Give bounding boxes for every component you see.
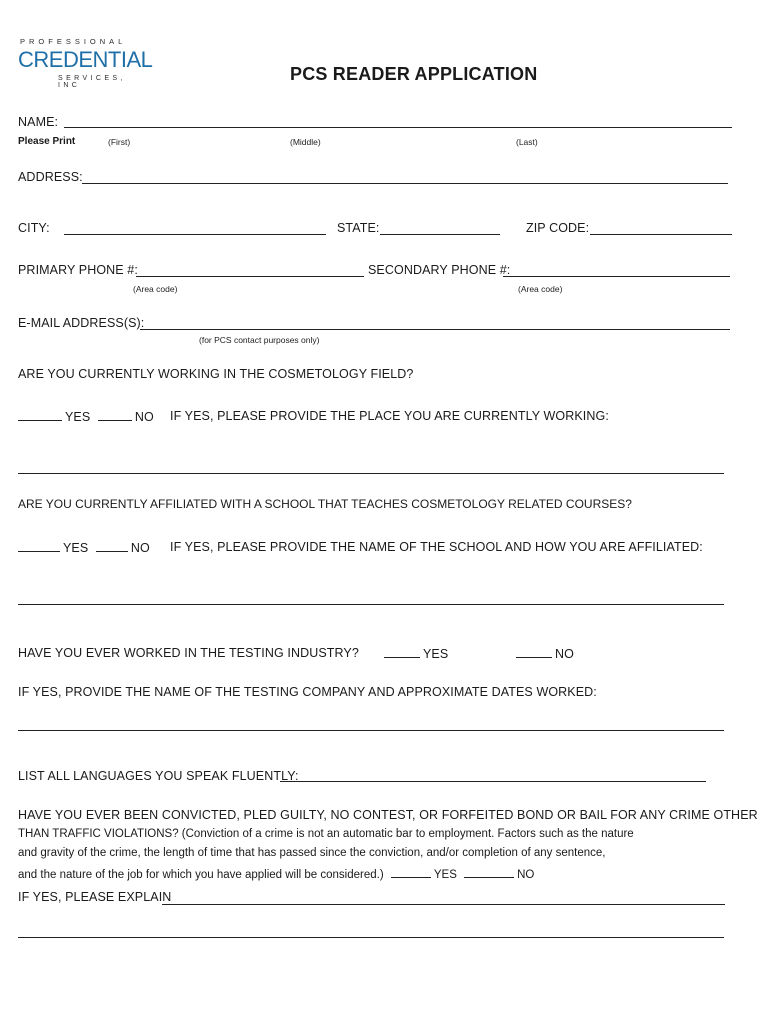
secondary-phone-hint: (Area code) xyxy=(518,284,563,294)
address-field[interactable] xyxy=(82,183,728,184)
q2-answers xyxy=(18,540,150,555)
q4-line4: and the nature of the job for which you have applied will be considered.) xyxy=(18,869,384,881)
q4-line1: HAVE YOU EVER BEEN CONVICTED, PLED GUILTY, NO CONTEST, OR FORFEITED BOND OR BAIL FOR ANY CRIME OTHER xyxy=(18,808,758,822)
languages-label: LIST ALL LANGUAGES YOU SPEAK FLUENTLY: xyxy=(18,769,299,783)
q4-yes-label: YES xyxy=(433,869,457,881)
q2-question: ARE YOU CURRENTLY AFFILIATED WITH A SCHOOL THAT TEACHES COSMETOLOGY RELATED COURSES? xyxy=(18,497,632,511)
page-title: PCS READER APPLICATION xyxy=(290,64,538,84)
secondary-phone-field[interactable] xyxy=(503,276,730,277)
secondary-phone-label: SECONDARY PHONE #: xyxy=(368,263,511,277)
q4-no-blank[interactable] xyxy=(464,866,514,878)
q4-yes-blank[interactable] xyxy=(391,866,431,878)
q1-followup: IF YES, PLEASE PROVIDE THE PLACE YOU ARE CURRENTLY WORKING: xyxy=(170,409,609,423)
address-label: ADDRESS: xyxy=(18,170,83,184)
q2-followup: IF YES, PLEASE PROVIDE THE NAME OF THE SCHOOL AND HOW YOU ARE AFFILIATED: xyxy=(170,540,703,554)
q3-answer-line[interactable] xyxy=(18,730,724,731)
q1-question: ARE YOU CURRENTLY WORKING IN THE COSMETOLOGY FIELD? xyxy=(18,367,414,381)
q3-yes-label: YES xyxy=(423,647,449,661)
q4-explain-field[interactable] xyxy=(162,904,725,905)
logo-top-text: PROFESSIONAL xyxy=(20,37,127,46)
name-middle-hint: (Middle) xyxy=(290,137,321,147)
q1-answer-line[interactable] xyxy=(18,473,724,474)
primary-phone-hint: (Area code) xyxy=(133,284,178,294)
q1-yes-label: YES xyxy=(65,410,91,424)
state-field[interactable] xyxy=(380,234,500,235)
q4-line3: and gravity of the crime, the length of time that has passed since the conviction, and/or completion of any sentence, xyxy=(18,847,606,859)
logo-main-text: CREDENTIAL xyxy=(18,47,153,72)
q2-yes-label: YES xyxy=(63,541,89,555)
primary-phone-field[interactable] xyxy=(136,276,364,277)
q1-yes-blank[interactable] xyxy=(18,409,62,421)
q3-yes xyxy=(384,646,448,661)
q2-no-blank[interactable] xyxy=(96,540,128,552)
q4-line2: THAN TRAFFIC VIOLATIONS? (Conviction of a crime is not an automatic bar to employment. Factors such as the nature xyxy=(18,828,634,840)
q2-answer-line[interactable] xyxy=(18,604,724,605)
q3-question: HAVE YOU EVER WORKED IN THE TESTING INDUSTRY? xyxy=(18,646,359,660)
q3-no-label: NO xyxy=(555,647,574,661)
primary-phone-label: PRIMARY PHONE #: xyxy=(18,263,138,277)
languages-field[interactable] xyxy=(280,781,706,782)
q4-explain-label: IF YES, PLEASE EXPLAIN xyxy=(18,890,172,904)
company-logo xyxy=(18,37,153,89)
q2-no-label: NO xyxy=(130,541,150,555)
email-field[interactable] xyxy=(140,329,730,330)
name-first-hint: (First) xyxy=(108,137,131,147)
q2-yes-blank[interactable] xyxy=(18,540,60,552)
name-last-hint: (Last) xyxy=(516,137,538,147)
q1-no-label: NO xyxy=(134,410,154,424)
q3-followup: IF YES, PROVIDE THE NAME OF THE TESTING COMPANY AND APPROXIMATE DATES WORKED: xyxy=(18,685,597,699)
email-label: E-MAIL ADDRESS(S): xyxy=(18,316,145,330)
name-label: NAME: xyxy=(18,115,59,129)
q4-no-label: NO xyxy=(517,869,535,881)
q1-answers xyxy=(18,409,154,424)
q1-no-blank[interactable] xyxy=(98,409,132,421)
please-print-note: Please Print xyxy=(18,136,76,147)
q3-no xyxy=(516,646,574,661)
city-label: CITY: xyxy=(18,221,50,235)
q3-yes-blank[interactable] xyxy=(384,646,420,658)
state-label: STATE: xyxy=(337,221,380,235)
email-hint: (for PCS contact purposes only) xyxy=(199,335,320,345)
name-field[interactable] xyxy=(64,127,732,128)
logo-bottom-text: SERVICES, INC xyxy=(58,75,126,89)
q3-no-blank[interactable] xyxy=(516,646,552,658)
city-field[interactable] xyxy=(64,234,326,235)
q4-line4-row xyxy=(18,866,534,881)
q4-explain-line-2[interactable] xyxy=(18,937,724,938)
zip-field[interactable] xyxy=(590,234,732,235)
zip-label: ZIP CODE: xyxy=(526,221,590,235)
